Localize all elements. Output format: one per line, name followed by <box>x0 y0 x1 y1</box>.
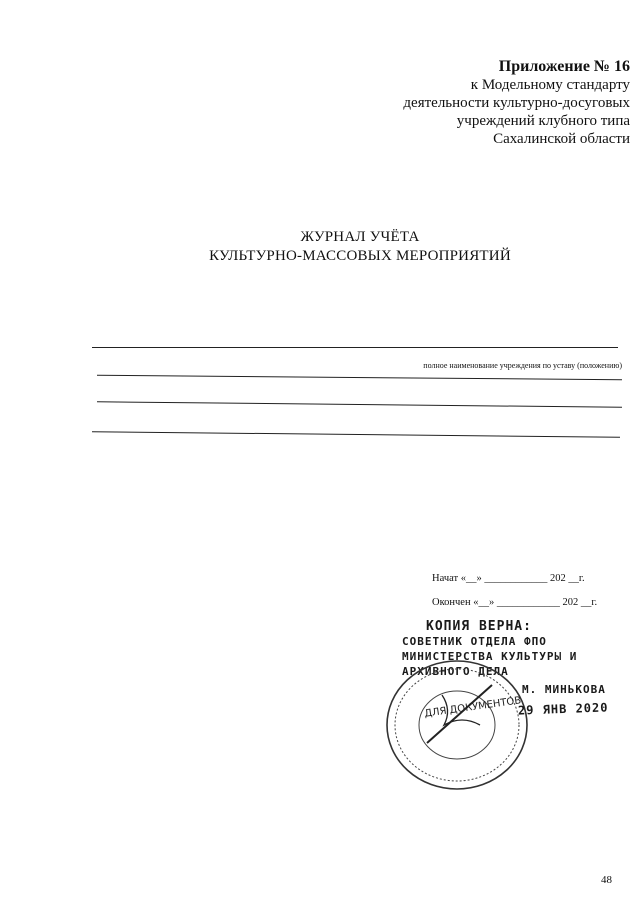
journal-title-line: КУЛЬТУРНО-МАССОВЫХ МЕРОПРИЯТИЙ <box>209 248 511 264</box>
stamp-line: АРХИВНОГО ДЕЛА <box>402 665 509 678</box>
appendix-header <box>403 58 630 148</box>
appendix-line: деятельности культурно-досуговых <box>403 95 630 111</box>
stamp-date: 29 ЯНВ 2020 <box>517 700 609 718</box>
blank-line <box>97 401 622 407</box>
appendix-title: Приложение № 16 <box>498 58 630 75</box>
journal-ended: Окончен «__» ____________ 202 __г. <box>432 597 598 608</box>
round-seal <box>382 655 532 795</box>
blank-line <box>97 375 622 381</box>
journal-title <box>0 228 640 266</box>
journal-title-line: ЖУРНАЛ УЧЁТА <box>300 229 420 245</box>
stamp-line: МИНИСТЕРСТВА КУЛЬТУРЫ И <box>402 650 578 663</box>
appendix-line: учреждений клубного типа <box>456 113 630 129</box>
appendix-line: к Модельному стандарту <box>470 77 630 93</box>
institution-caption: полное наименование учреждения по уставу (положению) <box>423 361 622 370</box>
institution-name-line <box>92 347 618 348</box>
stamp-line: СОВЕТНИК ОТДЕЛА ФПО <box>402 635 547 648</box>
blank-line <box>92 431 620 438</box>
seal-text: ДЛЯ ДОКУМЕНТОВ <box>423 695 522 720</box>
appendix-line: Сахалинской области <box>493 131 630 147</box>
stamp-name: М. МИНЬКОВА <box>522 683 606 696</box>
journal-started: Начат «__» ____________ 202 __г. <box>432 573 585 584</box>
stamp-copy-verified: КОПИЯ ВЕРНА: <box>426 619 532 634</box>
page-number: 48 <box>601 874 612 886</box>
